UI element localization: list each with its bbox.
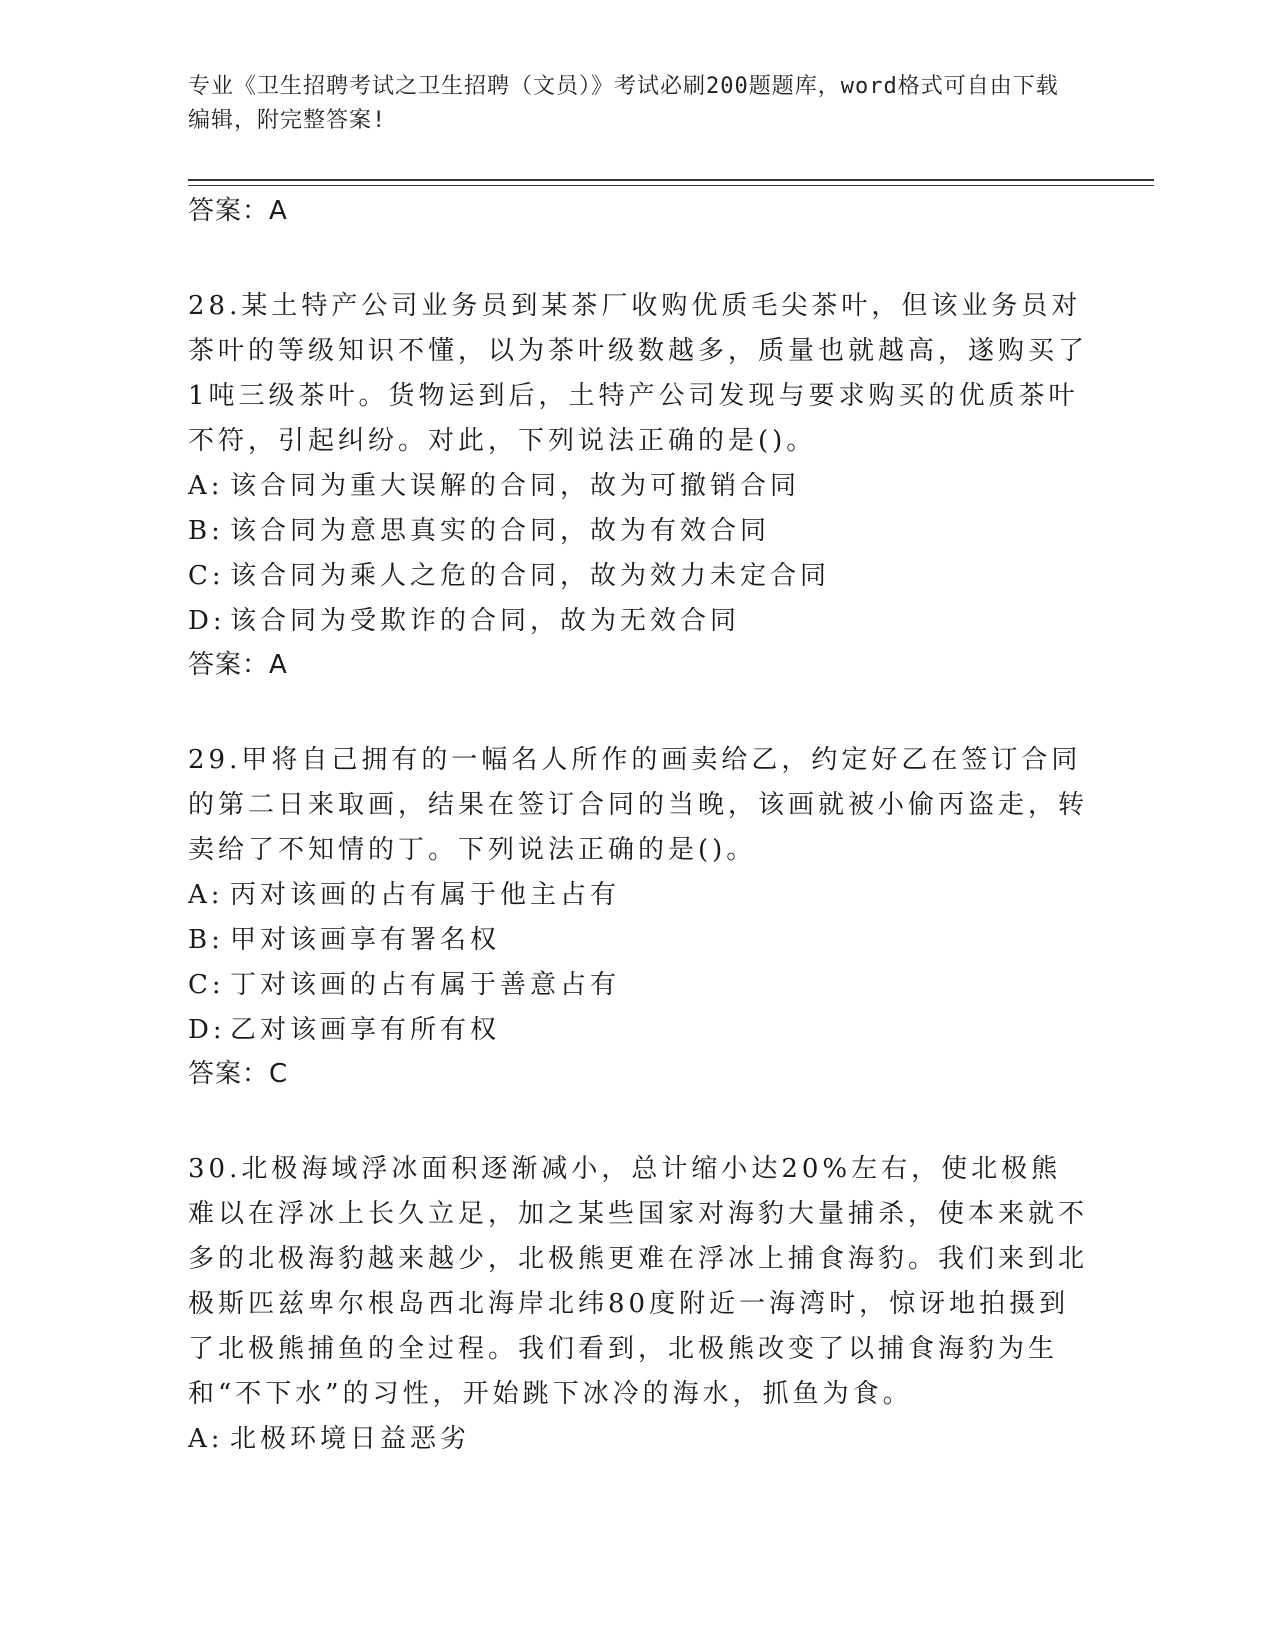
option-letter: C: — [188, 970, 225, 1000]
option-text: 该合同为乘人之危的合同，故为效力未定合同 — [230, 561, 831, 591]
question-29 — [188, 738, 1088, 1095]
question-stem: 29.甲将自己拥有的一幅名人所作的画卖给乙，约定好乙在签订合同的第二日来取画，结果在签订合同的当晚，该画就被小偷丙盗走，转卖给了不知情的丁。下列说法正确的是()。 — [188, 745, 1089, 865]
question-28 — [188, 284, 1088, 686]
option-letter: D: — [188, 606, 226, 636]
question-30 — [188, 1147, 1088, 1462]
question-stem: 28.某土特产公司业务员到某茶厂收购优质毛尖茶叶，但该业务员对茶叶的等级知识不懂，以为茶叶级数越多，质量也就越高，遂购买了1吨三级茶叶。货物运到后，土特产公司发现与要求购买的优质茶叶不符，引起纠纷。对此，下列说法正确的是()。 — [188, 291, 1089, 456]
option-text: 丁对该画的占有属于善意占有 — [230, 970, 621, 1000]
option-b — [188, 918, 1088, 963]
option-text: 该合同为受欺诈的合同，故为无效合同 — [230, 606, 741, 636]
option-text: 乙对该画享有所有权 — [230, 1015, 501, 1045]
option-letter: B: — [188, 925, 224, 955]
answer-28: 答案：A — [188, 650, 288, 680]
question-stem: 30.北极海域浮冰面积逐渐减小，总计缩小达20%左右，使北极熊难以在浮冰上长久立足，加之某些国家对海豹大量捕杀，使本来就不多的北极海豹越来越少，北极熊更难在浮冰上捕食海豹。我们来到北极斯匹兹卑尔根岛西北海岸北纬80度附近一海湾时，惊讶地拍摄到了北极熊捕鱼的全过程。我们看到，北极熊改变了以捕食海豹为生和“不下水”的习性，开始跳下冰冷的海水，抓鱼为食。 — [188, 1154, 1089, 1409]
option-letter: B: — [188, 516, 224, 546]
option-b — [188, 509, 1088, 554]
option-letter: A: — [188, 1424, 224, 1454]
option-c — [188, 554, 1088, 599]
option-letter: C: — [188, 561, 225, 591]
option-d — [188, 599, 1088, 644]
page-header: 专业《卫生招聘考试之卫生招聘（文员）》考试必刷200题题库，word格式可自由下载编辑，附完整答案! — [188, 74, 1059, 133]
option-a — [188, 873, 1088, 918]
option-a — [188, 464, 1088, 509]
option-c — [188, 963, 1088, 1008]
header-rule-thin — [188, 185, 1154, 186]
answer-29: 答案：C — [188, 1059, 289, 1089]
option-text: 甲对该画享有署名权 — [230, 925, 501, 955]
option-a — [188, 1417, 1088, 1462]
option-letter: D: — [188, 1015, 226, 1045]
header-rule-thick — [188, 179, 1154, 181]
document-content — [188, 190, 1088, 1462]
option-letter: A: — [188, 880, 224, 910]
option-text: 该合同为重大误解的合同，故为可撤销合同 — [230, 471, 801, 501]
option-text: 北极环境日益恶劣 — [230, 1424, 471, 1454]
answer-previous: 答案：A — [188, 196, 288, 226]
option-letter: A: — [188, 471, 224, 501]
option-d — [188, 1008, 1088, 1053]
option-text: 丙对该画的占有属于他主占有 — [230, 880, 621, 910]
option-text: 该合同为意思真实的合同，故为有效合同 — [230, 516, 771, 546]
